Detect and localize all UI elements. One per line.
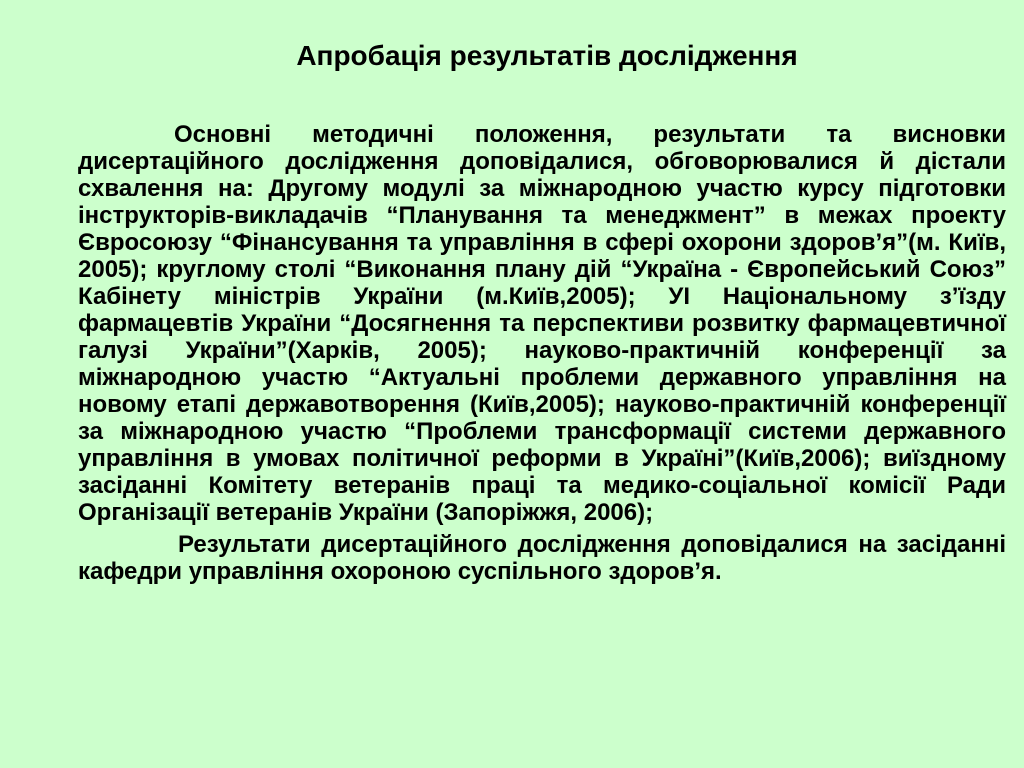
body-paragraph-approbation: Основні методичні положення, результати та висновки дисертаційного дослідження доповідалися, обговорювалися й дістали схвалення на: Другому модулі за міжнародною участю курсу підготовки інструкторів-викладачів “Планування та менеджмент” в межах проекту Євросоюзу “Фінансування та управління в сфері охорони здоров’я”(м. Київ, 2005); круглому столі “Виконання плану дій “Україна - Європейський Союз” Кабінету міністрів України (м.Київ,2005); УІ Національному з’їзду фармацевтів України “Досягнення та перспективи розвитку фармацевтичної галузі України”(Харків, 2005); науково-практичній конференції за міжнародною участю “Актуальні проблеми державного управління на новому етапі державотворення (Київ,2005); науково-практичній конференції за міжнародною участю “Проблеми трансформації системи державного управління в умовах політичної реформи в Україні”(Київ,2006); виїздному засіданні Комітету ветеранів праці та медико-соціальної комісії Ради Організації ветеранів України (Запоріжжя, 2006);	[78, 121, 1006, 526]
body-paragraph-department-report: Результати дисертаційного дослідження доповідалися на засіданні кафедри управління охороною суспільного здоров’я.	[78, 531, 1006, 585]
slide-title: Апробація результатів дослідження	[296, 40, 798, 71]
slide-body	[78, 121, 1006, 585]
